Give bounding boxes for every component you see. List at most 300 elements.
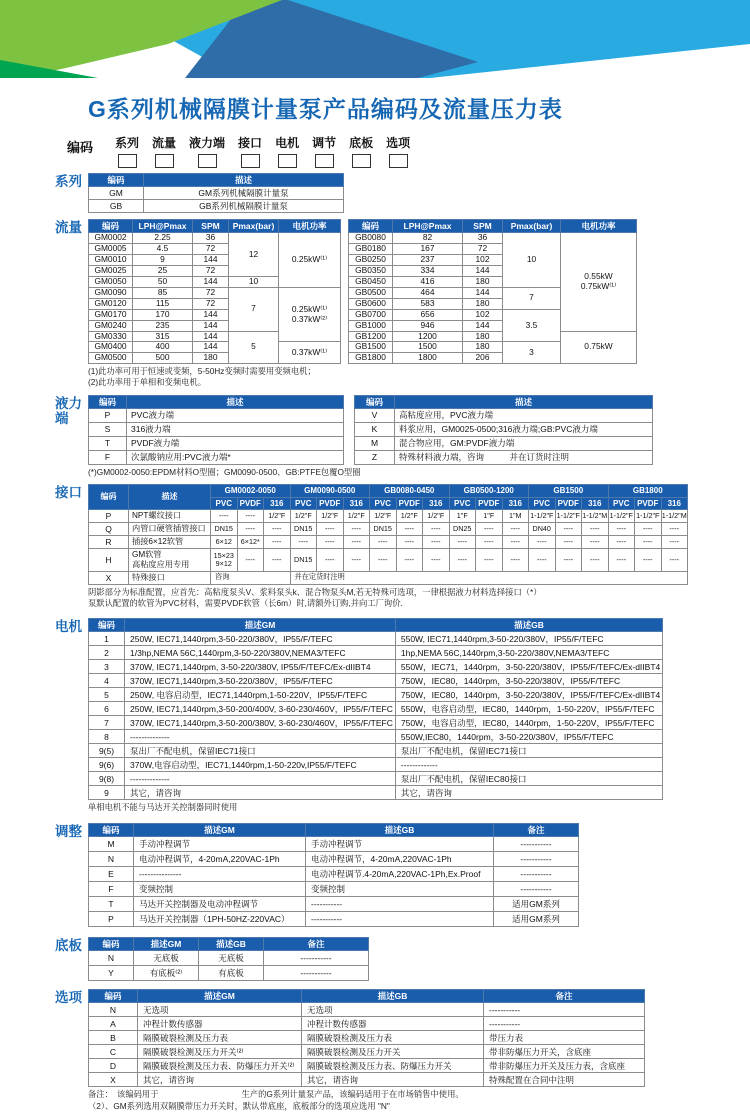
table-row [89,187,344,200]
cell: ---- [343,549,370,571]
section-flow [55,219,750,388]
liquid-note-text: (*)GM0002-0050:EPDM材料O型圈；GM0090-0500、GB:PTFE包覆O型圈 [88,466,361,477]
cell: 1-1/2"F [608,510,635,523]
cell: DN15 [290,549,317,571]
cell: 72 [193,287,229,298]
cell: N [89,951,134,966]
cell: ---- [582,523,609,536]
cell: 冲程计数传感器 [138,1017,302,1031]
cell: 泵出厂不配电机，保留IEC80接口 [395,772,662,786]
cell: ---- [237,510,264,523]
cell: 36 [463,233,503,244]
cell: 手动冲程调节 [306,836,494,851]
table-row [89,200,344,213]
interface-note-1: 阴影部分为标准配置，应首先：高粘度泵头V、浆料泵头k、混合物泵头M,若无特殊可选项，一律根据液力材料选择接口（*） [88,586,542,597]
code-fields [115,134,410,168]
cell: 6×12 [211,536,238,549]
cell: 内管口硬管插管接口 [129,523,211,536]
code-field-interface [238,134,262,168]
header-row [89,937,369,950]
cell: 其它，请咨询 [395,786,662,800]
cell: ---- [317,549,344,571]
cell: 315 [133,331,193,342]
section-base [55,937,750,981]
cell: ---- [370,536,397,549]
cell: DN15 [211,523,238,536]
cell: GB1200 [349,331,393,342]
header-row [89,485,688,498]
cell: ---- [423,523,450,536]
table-row [349,233,637,244]
section-label: 底板 [55,937,82,953]
cell: 750W，IEC80，1440rpm，3-50-220/380V，IP55/F/TEFC/Ex-dIIBT4 [395,688,662,702]
code-field-adjust [312,134,336,168]
code-field-series [115,134,139,168]
cell: Y [89,966,134,981]
cell: 并在定货时注明 [290,571,688,584]
cell: 1-1/2"M [582,510,609,523]
options-note-1: 备注： 该编码用于 生产的G系列计量泵产品，该编码适用于在市场销售中使用。 [88,1089,464,1100]
motor-table [88,618,663,800]
header-cell: PVC [370,497,397,510]
cell: 9 [133,255,193,266]
cell: 400 [133,342,193,353]
cell: 带非防爆压力开关及压力表，含底座 [484,1059,645,1073]
table-row [89,1003,645,1017]
liquid-note [88,467,750,478]
cell: ----------- [484,1017,645,1031]
cell: ---- [582,549,609,571]
cell: 1hp,NEMA 56C,1440rpm,3-50-220/380V,NEMA3/TEFC [395,646,662,660]
cell: R [89,536,129,549]
code-field-label: 接口 [238,136,263,150]
table-row [89,422,344,436]
cell: 咨询 [211,571,291,584]
header-cell: 316 [264,497,291,510]
header-row [89,823,579,836]
cell: 250W, IEC71,1440rpm,3-50-200/400V, 3-60-230/460V，IP55/F/TEFC [125,702,396,716]
cell: 750W，电容启动型，IEC80，1440rpm，1-50-220V，IP55/F/TEFC [395,716,662,730]
section-series [55,173,750,213]
header-cell: PVDF [635,497,662,510]
section-options [55,989,750,1112]
cell: 1/2"F [396,510,423,523]
cell: 隔膜破裂检测及压力表、防爆压力开关 [302,1059,484,1073]
table-row [355,450,653,464]
liquid-tables [88,395,750,465]
cell: 1"F [449,510,476,523]
code-field-label: 流量 [152,136,177,150]
cell: ---- [290,536,317,549]
cell: 3 [89,660,125,674]
cell: ---- [635,549,662,571]
cell: 144 [463,320,503,331]
cell: 144 [463,266,503,277]
cell: 464 [393,287,463,298]
table-row [89,342,341,353]
cell: ----------- [494,851,579,866]
code-field-label: 调节 [312,136,337,150]
checkbox [198,154,217,168]
cell: DN15 [370,523,397,536]
header-cell: 描述GM [138,990,302,1003]
header-cell: SPM [193,220,229,233]
cell: 1500 [393,342,463,353]
header-cell: GB0080-0450 [370,485,450,498]
code-field-liquid-end [189,134,225,168]
flow-note-1: (1)此功率可用于恒速或变频，5-50Hz变频时需要用变频电机； [88,366,316,377]
cell: 25 [133,266,193,277]
cell: PVC液力端 [127,408,344,422]
cell: GM系列机械隔膜计量泵 [144,187,344,200]
table-row [89,1017,645,1031]
cell: 72 [463,244,503,255]
header-cell: PVDF [476,497,503,510]
code-field-label: 液力端 [189,136,226,150]
cell: 237 [393,255,463,266]
header-cell: 描述GM [134,937,199,950]
cell: ---- [555,523,582,536]
cell: 7 [503,287,561,309]
cell: 其它，请咨询 [302,1073,484,1087]
cell: ----------- [264,966,369,981]
section-label: 液力端 [55,395,82,427]
header-cell: 编码 [355,395,395,408]
header-cell: PVDF [555,497,582,510]
header-cell: 编码 [89,937,134,950]
cell: GM0330 [89,331,133,342]
checkbox [155,154,174,168]
base-table [88,937,369,981]
table-row [89,866,579,881]
cell: GB0180 [349,244,393,255]
table-row [355,422,653,436]
header-cell: 316 [582,497,609,510]
cell: 1"F [476,510,503,523]
cell: 9(6) [89,758,125,772]
cell: 72 [193,266,229,277]
table-row [89,233,341,244]
section-label: 调整 [55,823,82,839]
cell: ---- [211,510,238,523]
cell: ---- [608,549,635,571]
cell: 180 [463,331,503,342]
cell: 无选项 [302,1003,484,1017]
header-cell: LPH@Pmax [133,220,193,233]
header-row [355,395,653,408]
table-row [89,758,663,772]
cell: ---- [661,523,688,536]
cell: A [89,1017,138,1031]
cell: 1-1/2"F [635,510,662,523]
cell: 10 [503,233,561,288]
header-cell: PVC [290,497,317,510]
cell: 1/3hp,NEMA 56C,1440rpm,3-50-220/380V,NEMA3/TEFC [125,646,396,660]
cell: 656 [393,309,463,320]
cell: ----------- [494,881,579,896]
cell: ----------- [306,896,494,911]
header-cell: 描述GB [302,990,484,1003]
cell: 180 [463,277,503,288]
code-row [67,134,750,168]
header-cell: 描述GM [134,823,306,836]
cell: 583 [393,298,463,309]
table-row [89,523,688,536]
cell: 1200 [393,331,463,342]
header-cell: 编码 [89,220,133,233]
table-row [89,744,663,758]
cell: ---- [476,523,503,536]
cell: ----------- [494,866,579,881]
header-cell: 描述 [395,395,653,408]
interface-note-2: 泵默认配置的软管为PVC材料，需要PVDF软管（长6m）时,请额外订购,并向工厂询价. [88,597,403,608]
cell: 9 [89,786,125,800]
header-row [89,619,663,632]
cell: 隔膜破裂检测及压力表 [138,1031,302,1045]
interface-notes [88,587,750,609]
cell: 0.25kW⁽¹⁾ 0.37kW⁽²⁾ [279,287,341,342]
cell: 316液力端 [127,422,344,436]
cell: GM0240 [89,320,133,331]
code-field-label: 选项 [386,136,411,150]
section-label: 流量 [55,220,82,236]
table-row [89,1045,645,1059]
cell: PVDF液力端 [127,436,344,450]
header-row [89,220,341,233]
cell: 235 [133,320,193,331]
cell: ---- [635,536,662,549]
cell: M [355,436,395,450]
cell: 1 [89,632,125,646]
cell: 180 [463,342,503,353]
header-cell: PVDF [396,497,423,510]
cell: 变频控制 [134,881,306,896]
header-cell: 编码 [89,823,134,836]
cell: 特殊材料液力端，咨询 并在订货时注明 [395,450,653,464]
cell: 72 [193,244,229,255]
cell: 无底板 [134,951,199,966]
code-field-label: 电机 [275,136,300,150]
cell: 2 [89,646,125,660]
flow-tables [88,219,750,364]
cell: GM0050 [89,277,133,288]
cell: 电动冲程调节，4-20mA,220VAC-1Ph [134,851,306,866]
cell: GB0250 [349,255,393,266]
cell: 8 [89,730,125,744]
checkbox [352,154,371,168]
cell: 6×12* [237,536,264,549]
cell: B [89,1031,138,1045]
cell: 混合物应用，GM:PVDF液力端 [395,436,653,450]
cell: D [89,1059,138,1073]
header-row [89,395,344,408]
cell: 72 [193,298,229,309]
cell: 6 [89,702,125,716]
cell: ---- [423,549,450,571]
liquid-left-table [88,395,344,465]
cell: 带压力表 [484,1031,645,1045]
cell: GM软管 高粘度应用专用 [129,549,211,571]
cell: ------------- [395,758,662,772]
header-cell: PVDF [317,497,344,510]
section-liquid-end [55,395,750,478]
cell: 334 [393,266,463,277]
cell: 144 [193,255,229,266]
cell: 马达开关控制器及电动冲程调节 [134,896,306,911]
options-table [88,989,645,1087]
header-cell: 316 [661,497,688,510]
cell: T [89,896,134,911]
cell: 7 [229,287,279,331]
cell: 变频控制 [306,881,494,896]
table-row [89,408,344,422]
cell: ---- [317,523,344,536]
header-cell: 描述GB [199,937,264,950]
header-cell: 编码 [89,395,127,408]
cell: ----------- [494,836,579,851]
header-cell: 编码 [89,990,138,1003]
table-row [89,688,663,702]
cell: V [355,408,395,422]
flow-notes [88,366,750,388]
section-adjust [55,823,750,927]
cell: GB0700 [349,309,393,320]
cell: ---- [502,536,529,549]
cell: GM0090 [89,287,133,298]
cell: 1-1/2"F [555,510,582,523]
cell: GB系列机械隔膜计量泵 [144,200,344,213]
section-label: 接口 [55,485,82,501]
cell: GB1000 [349,320,393,331]
cell: ---- [529,536,556,549]
header-cell: GB1500 [529,485,609,498]
interface-table [88,484,688,585]
table-row [89,772,663,786]
header-cell: 316 [502,497,529,510]
cell: 4 [89,674,125,688]
cell: ---- [502,523,529,536]
code-field-base [349,134,373,168]
cell: 1/2"F [264,510,291,523]
header-cell: 电机功率 [561,220,637,233]
code-field-motor [275,134,299,168]
cell: 特殊接口 [129,571,211,584]
cell: GM0170 [89,309,133,320]
cell: 5 [89,688,125,702]
table-row [89,1031,645,1045]
cell: 特殊配置在合同中注明 [484,1073,645,1087]
table-row [89,881,579,896]
header-cell: 描述GM [125,619,396,632]
header-cell: 描述GB [395,619,662,632]
cell: K [355,422,395,436]
header-cell: PVDF [237,497,264,510]
cell: F [89,881,134,896]
cell: GB [89,200,144,213]
cell: --------------- [134,866,306,881]
cell: 370W, IEC71,1440rpm, 3-50-220/380V, IP55/F/TEFC/Ex-dIIBT4 [125,660,396,674]
cell: 1-1/2"F [529,510,556,523]
cell: 0.75kW [561,331,637,364]
cell: S [89,422,127,436]
cell: 次氯酸钠应用:PVC液力端* [127,450,344,464]
table-row [89,674,663,688]
cell: 167 [393,244,463,255]
cell: ---- [476,536,503,549]
cell: DN15 [290,523,317,536]
cell: 适用GM系列 [494,911,579,926]
cell: GM0500 [89,353,133,364]
banner [0,0,750,78]
cell: -------------- [125,730,396,744]
cell: GB0350 [349,266,393,277]
header-cell: 编码 [89,619,125,632]
table-row [349,331,637,342]
cell: 其它，请咨询 [138,1073,302,1087]
checkbox [241,154,260,168]
header-cell: 编码 [89,485,129,510]
header-cell: PVC [529,497,556,510]
section-motor [55,618,750,814]
table-row [89,851,579,866]
table-row [89,536,688,549]
table-row [89,786,663,800]
cell: 3.5 [503,309,561,342]
cell: 1/2"F [290,510,317,523]
header-cell: 描述 [144,174,344,187]
cell: 370W,电容启动型，IEC71,1440rpm,1-50-220v,IP55/F/TEFC [125,758,396,772]
cell: 马达开关控制器（1PH-50HZ-220VAC） [134,911,306,926]
cell: 550W,IEC80，1440rpm，3-50-220/380V，IP55/F/TEFC [395,730,662,744]
cell: 带非防爆压力开关，含底座 [484,1045,645,1059]
cell: 115 [133,298,193,309]
cell: GM0400 [89,342,133,353]
header-cell: 备注 [494,823,579,836]
flow-gb-table [348,219,637,364]
cell: 高粘度应用，PVC液力端 [395,408,653,422]
header-cell: 描述GB [306,823,494,836]
code-field-label: 底板 [349,136,374,150]
checkbox [389,154,408,168]
cell: ---- [608,523,635,536]
series-table [88,173,344,213]
cell: 适用GM系列 [494,896,579,911]
cell: GM0005 [89,244,133,255]
cell: ---- [370,549,397,571]
page-title: G系列机械隔膜计量泵产品编码及流量压力表 [88,96,563,122]
cell: 180 [193,353,229,364]
header-cell: PVC [211,497,238,510]
cell: 无底板 [199,951,264,966]
cell: 85 [133,287,193,298]
table-row [89,911,579,926]
checkbox [118,154,137,168]
cell: GB0450 [349,277,393,288]
cell: N [89,1003,138,1017]
cell: DN25 [449,523,476,536]
cell: 1/2"F [317,510,344,523]
cell: 550W, IEC71,1440rpm,3-50-220/380V，IP55/F/TEFC [395,632,662,646]
options-note-2: （2）、GM系列选用双隔膜带压力开关时，默认带底座，底板部分的选项应选用 "N" [88,1100,390,1111]
cell: ---- [502,549,529,571]
table-row [89,436,344,450]
cell: ----------- [306,911,494,926]
cell: 5 [229,331,279,364]
cell: 144 [193,277,229,288]
cell: DN40 [529,523,556,536]
cell: 1/2"F [343,510,370,523]
header-cell: PVC [449,497,476,510]
